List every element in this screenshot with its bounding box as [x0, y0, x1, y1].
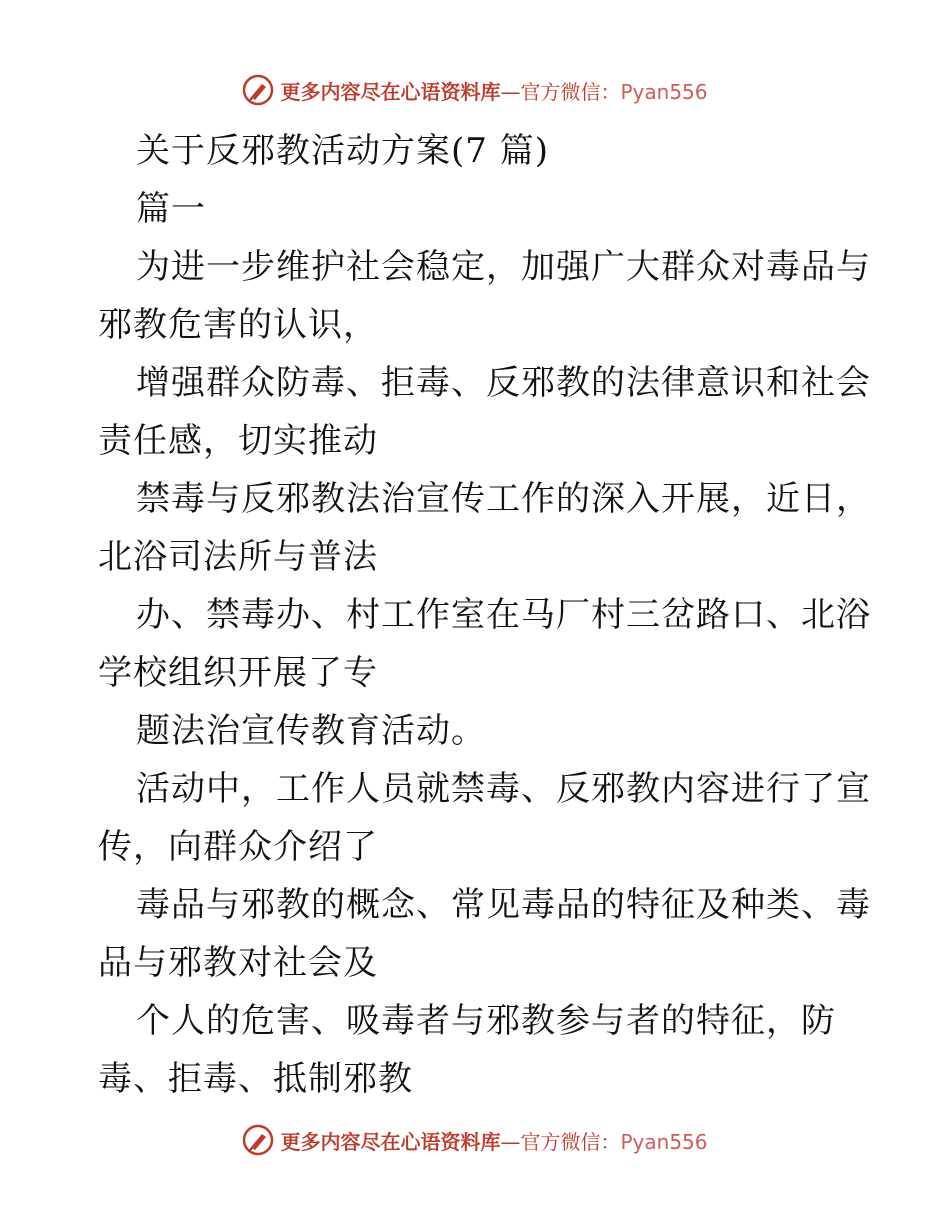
watermark-main-text: 更多内容尽在心语资料库 [280, 1129, 501, 1154]
paragraph-line: 北浴司法所与普法 [98, 537, 378, 577]
watermark-dash: — [500, 1129, 521, 1154]
watermark-dash: — [500, 79, 521, 104]
paragraph-line: 责任感，切实推动 [98, 421, 378, 461]
watermark-banner-bottom [0, 1120, 950, 1160]
watermark-main-text: 更多内容尽在心语资料库 [280, 79, 501, 104]
watermark-wechat-id: Pyan556 [620, 79, 708, 104]
paragraph-line: 增强群众防毒、拒毒、反邪教的法律意识和社会 [136, 363, 871, 403]
paragraph-line: 为进一步维护社会稳定，加强广大群众对毒品与 [136, 247, 871, 287]
paragraph-line: 题法治宣传教育活动。 [136, 711, 486, 751]
paragraph-line: 禁毒与反邪教法治宣传工作的深入开展，近日， [136, 479, 871, 519]
paragraph-line: 活动中，工作人员就禁毒、反邪教内容进行了宣 [136, 769, 871, 809]
paragraph-line: 个人的危害、吸毒者与邪教参与者的特征，防 [136, 1001, 836, 1041]
paragraph-line: 办、禁毒办、村工作室在马厂村三岔路口、北浴 [136, 595, 871, 635]
paragraph-line: 传，向群众介绍了 [98, 827, 378, 867]
paragraph-line: 邪教危害的认识， [98, 305, 378, 345]
watermark-banner-top [0, 70, 950, 110]
section-heading: 篇一 [136, 189, 206, 229]
watermark-official-label: 官方微信： [520, 1129, 621, 1154]
pen-logo-icon [242, 74, 274, 106]
watermark-text [280, 1126, 707, 1155]
paragraph-line: 毒、拒毒、抵制邪教 [98, 1059, 413, 1099]
watermark-official-label: 官方微信： [520, 79, 621, 104]
pen-logo-icon [242, 1124, 274, 1156]
paragraph-line: 毒品与邪教的概念、常见毒品的特征及种类、毒 [136, 885, 871, 925]
document-title: 关于反邪教活动方案(7 篇) [136, 131, 549, 171]
watermark-wechat-id: Pyan556 [620, 1129, 708, 1154]
watermark-text [280, 76, 707, 105]
document-body [98, 122, 871, 1108]
paragraph-line: 品与邪教对社会及 [98, 943, 378, 983]
paragraph-line: 学校组织开展了专 [98, 653, 378, 693]
